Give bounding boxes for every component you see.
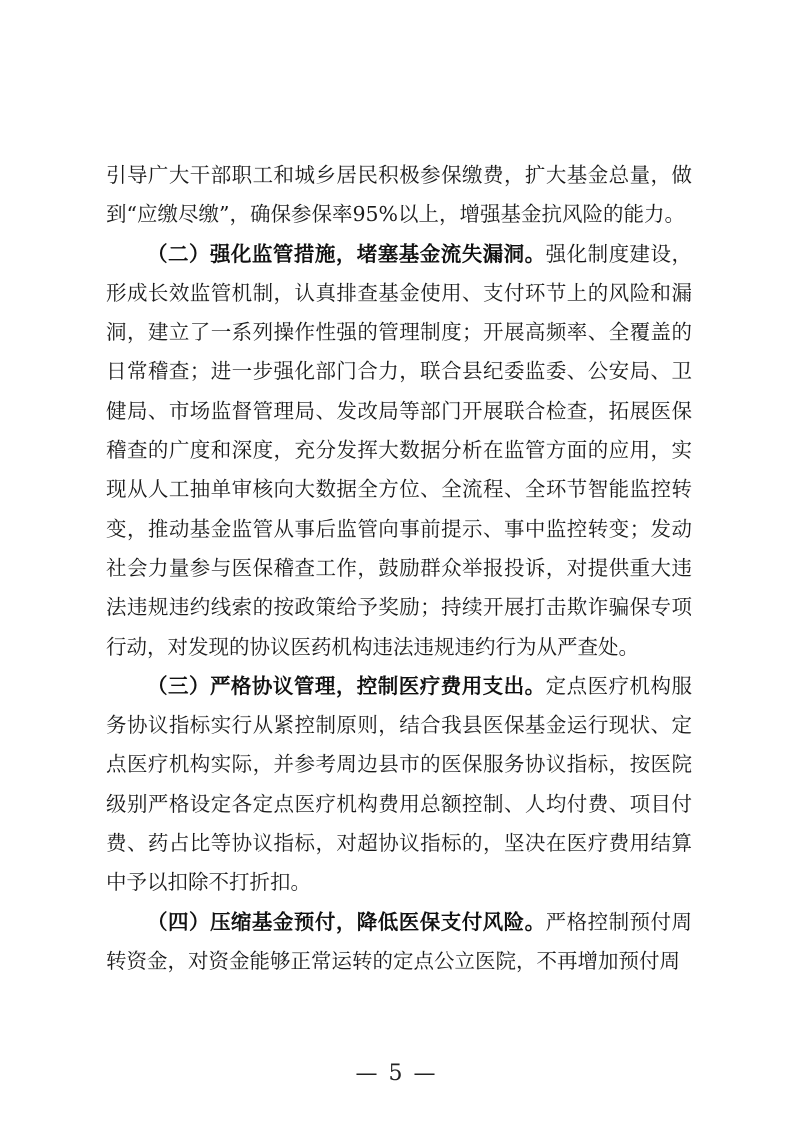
- paragraph-section-2: [106, 235, 692, 667]
- document-body: [106, 156, 692, 981]
- paragraph-text: 强化制度建设，形成长效监管机制，认真排查基金使用、支付环节上的风险和漏洞，建立了一系列操作性强的管理制度；开展高频率、全覆盖的日常稽查；进一步强化部门合力，联合县纪委监委、公安局、卫健局、市场监督管理局、发改局等部门开展联合检查，拓展医保稽查的广度和深度，充分发挥大数据分析在监管方面的应用，实现从人工抽单审核向大数据全方位、全流程、全环节智能监控转变，推动基金监管从事后监管向事前提示、事中监控转变；发动社会力量参与医保稽查工作，鼓励群众举报投诉，对提供重大违法违规违约线索的按政策给予奖励；持续开展打击欺诈骗保专项行动，对发现的协议医药机构违法违规违约行为从严查处。: [106, 241, 693, 659]
- paragraph-continuation: [106, 156, 692, 235]
- page-number: — 5 —: [355, 1061, 438, 1086]
- paragraph-text: 严格控制预付周转资金，对资金能够正常运转的定点公立医院，不再增加预付周: [106, 909, 693, 973]
- paragraph-text: 引导广大干部职工和城乡居民积极参保缴费，扩大基金总量，做到“应缴尽缴”，确保参保率95%以上，增强基金抗风险的能力。: [106, 163, 692, 227]
- paragraph-text: 定点医疗机构服务协议指标实行从紧控制原则，结合我县医保基金运行现状、定点医疗机构实际，并参考周边县市的医保服务协议指标，按医院级别严格设定各定点医疗机构费用总额控制、人均付费、项目付费、药占比等协议指标，对超协议指标的，坚决在医疗费用结算中予以扣除不打折扣。: [106, 673, 693, 895]
- paragraph-section-3: [106, 667, 692, 903]
- section-heading: （二）强化监管措施，堵塞基金流失漏洞。: [147, 241, 546, 266]
- section-heading: （三）严格协议管理，控制医疗费用支出。: [147, 673, 546, 698]
- section-heading: （四）压缩基金预付，降低医保支付风险。: [147, 909, 546, 934]
- paragraph-section-4: [106, 903, 692, 982]
